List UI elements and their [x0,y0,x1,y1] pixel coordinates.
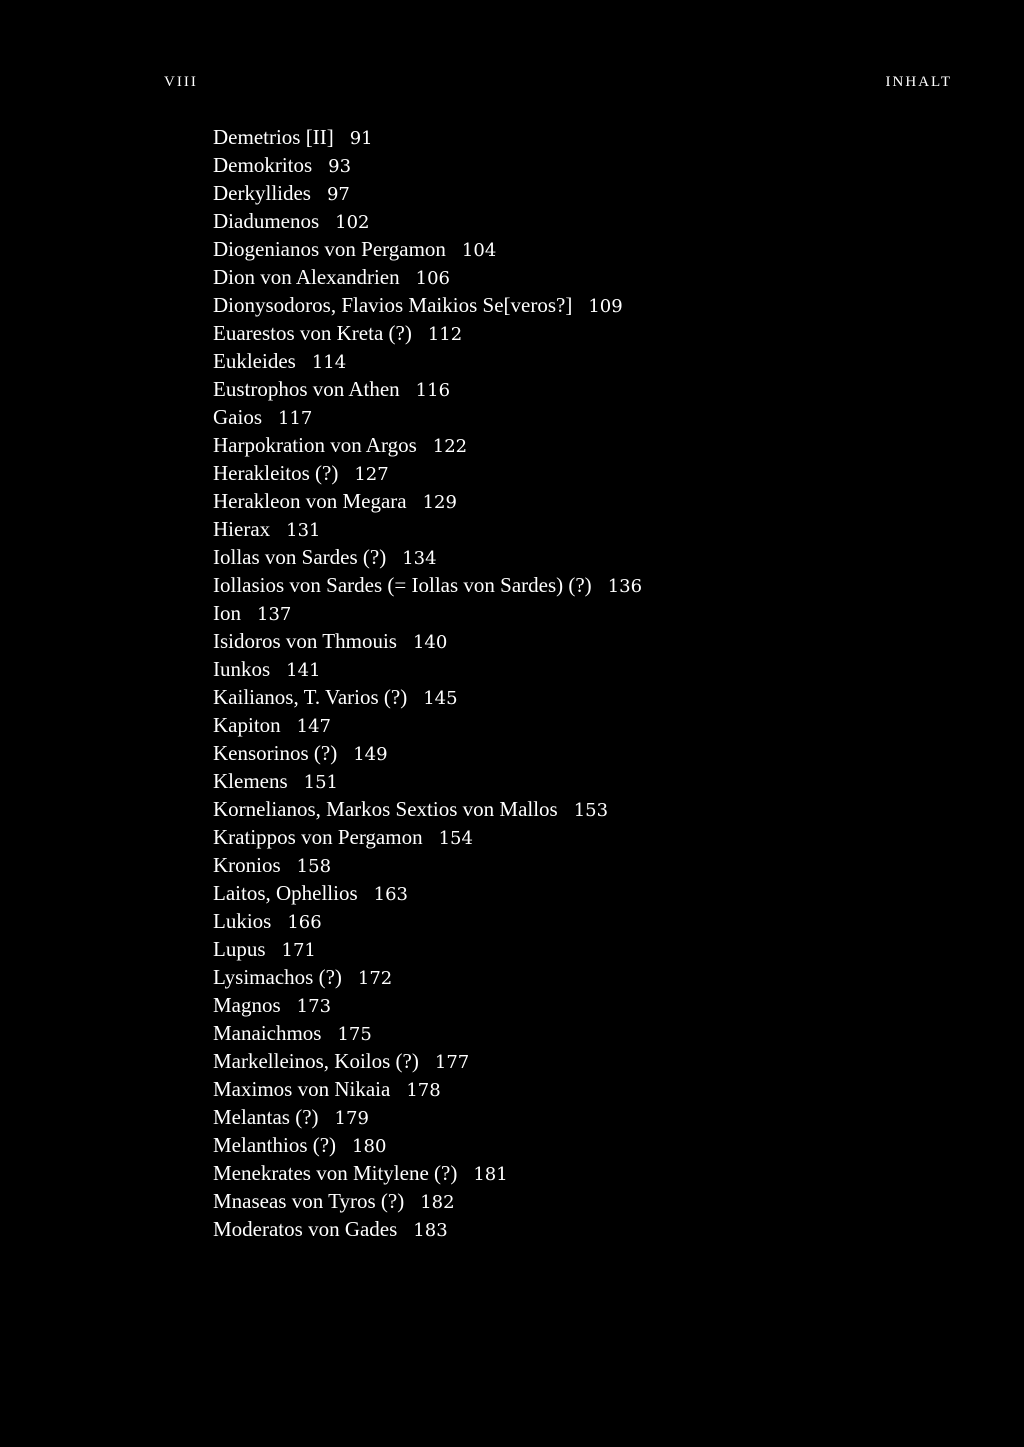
toc-entry-name: Isidoros von Thmouis [213,629,397,653]
toc-entry-page: 147 [296,716,332,737]
toc-entry-name: Dionysodoros, Flavios Maikios Se[veros?] [213,293,573,317]
toc-entry-name: Kratippos von Pergamon [213,825,423,849]
toc-entry-page: 136 [607,576,643,597]
table-of-contents [213,123,953,1243]
toc-entry-page: 171 [281,940,316,961]
toc-entry-page: 116 [415,380,451,401]
running-title: INHALT [885,74,952,90]
toc-entry [213,655,953,683]
toc-entry [213,627,953,655]
toc-entry-name: Herakleon von Megara [213,489,407,513]
toc-entry-name: Ion [213,601,241,625]
toc-entry [213,123,953,151]
toc-entry [213,907,953,935]
toc-entry [213,375,953,403]
toc-entry-name: Manaichmos [213,1021,322,1045]
toc-entry-page: 153 [573,800,609,821]
toc-entry [213,459,953,487]
toc-entry-name: Eukleides [213,349,296,373]
toc-entry [213,263,953,291]
toc-entry [213,739,953,767]
toc-entry [213,879,953,907]
toc-entry-name: Diadumenos [213,209,320,233]
toc-entry-name: Diogenianos von Pergamon [213,237,446,261]
toc-entry-name: Kronios [213,853,281,877]
toc-entry-page: 97 [326,184,350,205]
toc-entry [213,515,953,543]
toc-entry-page: 122 [432,436,468,457]
toc-entry [213,1075,953,1103]
toc-entry [213,767,953,795]
toc-entry-page: 104 [461,240,497,261]
toc-entry-page: 134 [402,548,437,569]
toc-entry-name: Kailianos, T. Varios (?) [213,685,408,709]
toc-entry [213,935,953,963]
toc-entry [213,599,953,627]
toc-entry [213,319,953,347]
toc-entry-page: 183 [413,1220,448,1241]
toc-entry [213,235,953,263]
toc-entry [213,151,953,179]
toc-entry-name: Dion von Alexandrien [213,265,400,289]
toc-entry-name: Iollasios von Sardes (= Iollas von Sardes) (?) [213,573,592,597]
toc-entry-name: Mnaseas von Tyros (?) [213,1189,405,1213]
toc-entry-name: Moderatos von Gades [213,1217,398,1241]
toc-entry [213,179,953,207]
toc-entry-name: Gaios [213,405,262,429]
page-number: VIII [164,74,198,90]
toc-entry-page: 154 [438,828,473,849]
toc-entry-name: Herakleitos (?) [213,461,339,485]
toc-entry-name: Kensorinos (?) [213,741,338,765]
toc-entry-page: 93 [328,156,352,177]
toc-entry [213,1187,953,1215]
toc-entry-name: Klemens [213,769,288,793]
toc-entry-page: 163 [373,884,409,905]
toc-entry [213,991,953,1019]
toc-entry-name: Derkyllides [213,181,311,205]
toc-entry-page: 178 [406,1080,441,1101]
toc-entry [213,571,953,599]
toc-entry-name: Laitos, Ophellios [213,881,358,905]
toc-entry-page: 117 [278,408,313,429]
toc-entry-name: Iollas von Sardes (?) [213,545,387,569]
toc-entry-name: Kornelianos, Markos Sextios von Mallos [213,797,558,821]
toc-entry-page: 106 [415,268,450,289]
toc-entry-name: Eustrophos von Athen [213,377,400,401]
toc-entry-name: Iunkos [213,657,271,681]
toc-entry-name: Melanthios (?) [213,1133,337,1157]
toc-entry-page: 177 [434,1052,470,1073]
toc-entry-page: 127 [354,464,389,485]
toc-entry-page: 114 [311,352,347,373]
toc-entry [213,291,953,319]
toc-entry [213,207,953,235]
toc-entry-name: Lukios [213,909,272,933]
toc-entry [213,487,953,515]
toc-entry-name: Demetrios [II] [213,125,334,149]
toc-entry-page: 175 [337,1024,372,1045]
toc-entry-name: Maximos von Nikaia [213,1077,391,1101]
toc-entry [213,711,953,739]
toc-entry-page: 109 [588,296,623,317]
toc-entry [213,1019,953,1047]
toc-entry-page: 145 [423,688,458,709]
toc-entry-name: Melantas (?) [213,1105,319,1129]
toc-entry-page: 180 [352,1136,387,1157]
toc-entry [213,403,953,431]
toc-entry [213,795,953,823]
toc-entry-page: 173 [296,996,332,1017]
toc-entry [213,683,953,711]
toc-entry [213,543,953,571]
toc-entry [213,963,953,991]
toc-entry-page: 129 [422,492,457,513]
toc-entry-name: Magnos [213,993,281,1017]
toc-entry-page: 149 [353,744,388,765]
toc-entry [213,1103,953,1131]
toc-entry-name: Euarestos von Kreta (?) [213,321,412,345]
toc-entry-name: Harpokration von Argos [213,433,417,457]
toc-entry-name: Markelleinos, Koilos (?) [213,1049,419,1073]
toc-entry-name: Demokritos [213,153,313,177]
toc-entry-page: 182 [420,1192,455,1213]
toc-entry-page: 140 [412,632,448,653]
toc-entry [213,1131,953,1159]
toc-entry-page: 91 [349,128,373,149]
toc-entry-page: 131 [286,520,321,541]
toc-entry-name: Lupus [213,937,266,961]
toc-entry [213,1047,953,1075]
toc-entry [213,1215,953,1243]
toc-entry-page: 141 [286,660,321,681]
toc-entry [213,1159,953,1187]
toc-entry-name: Kapiton [213,713,281,737]
toc-entry [213,851,953,879]
toc-entry-name: Lysimachos (?) [213,965,342,989]
toc-entry-name: Menekrates von Mitylene (?) [213,1161,458,1185]
toc-entry-page: 102 [335,212,370,233]
toc-entry-page: 112 [427,324,463,345]
toc-entry [213,823,953,851]
toc-entry-page: 166 [287,912,322,933]
toc-entry [213,347,953,375]
toc-entry-page: 181 [473,1164,508,1185]
toc-entry-name: Hierax [213,517,271,541]
toc-entry-page: 151 [303,772,339,793]
toc-entry-page: 158 [296,856,332,877]
toc-entry-page: 137 [257,604,292,625]
toc-entry [213,431,953,459]
toc-entry-page: 172 [357,968,393,989]
toc-entry-page: 179 [334,1108,369,1129]
